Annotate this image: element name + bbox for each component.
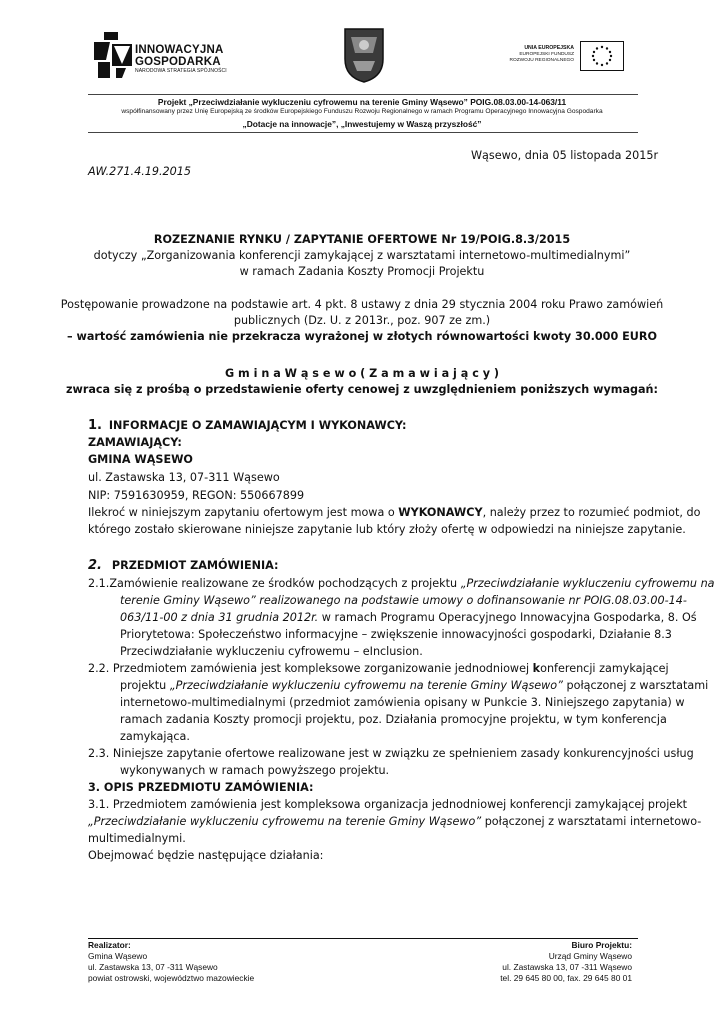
eu-label-1: UNIA EUROPEJSKA	[524, 45, 574, 51]
s22-l1b: k	[532, 662, 541, 675]
s1-p1b: WYKONAWCY	[398, 506, 483, 519]
footer-left-2: ul. Zastawska 13, 07 -311 Wąsewo	[88, 962, 218, 972]
footer-left-label: Realizator:	[88, 940, 131, 950]
reference-number: AW.271.4.19.2015	[88, 165, 192, 178]
s21-line-4: Priorytetowa: Społeczeństwo informacyjne – zwiększenie innowacyjności gospodarki, Działanie 8.3	[120, 628, 672, 641]
subtitle-2: w ramach Zadania Koszty Promocji Projektu	[239, 265, 485, 278]
request-line: zwraca się z prośbą o przedstawienie oferty cenowej z uwzględnieniem poniższych wymagań:	[66, 383, 658, 396]
eu-flag	[580, 41, 624, 71]
s23-line-2: wykonywanych w ramach powyższego projektu.	[120, 764, 390, 777]
logo-line-1: INNOWACYJNA	[135, 44, 224, 56]
slogan-line: „Dotacje na innowacje”, „Inwestujemy w Waszą przyszłość”	[242, 119, 482, 129]
coat-of-arms-emblem	[343, 27, 385, 83]
eu-flag-icon	[580, 41, 624, 71]
subtitle-1: dotyczy „Zorganizowania konferencji zamykającej z warsztatami internetowo-multimedialnymi”	[93, 249, 631, 262]
s1-p1c: , należy przez to rozumieć podmiot, do	[482, 506, 701, 519]
ig-logo-icon	[92, 30, 134, 80]
section-1-title: INFORMACJE O ZAMAWIAJĄCYM I WYKONAWCY:	[108, 419, 407, 432]
s21-line-1	[88, 576, 715, 592]
footer-left-3: powiat ostrowski, województwo mazowieckie	[88, 973, 255, 983]
s21-l3a: 063/11-00 z dnia 31 grudnia 2012r.	[120, 611, 319, 624]
logo-line-3: NARODOWA STRATEGIA SPÓJNOŚCI	[135, 68, 227, 74]
s1-p1a: Ilekroć w niniejszym zapytaniu ofertowym jest mowa o	[88, 506, 399, 519]
s22-l2b: „Przeciwdziałanie wykluczeniu cyfrowemu na terenie Gminy Wąsewo”	[169, 679, 563, 692]
place-date: Wąsewo, dnia 05 listopada 2015r	[471, 149, 659, 162]
s22-l1c: onferencji zamykającej	[540, 662, 669, 675]
basis-line-2: publicznych (Dz. U. z 2013r., poz. 907 ze zm.)	[233, 314, 491, 327]
cofinance-line: współfinansowany przez Unię Europejską ze środków Europejskiego Funduszu Rozwoju Regionalnego w ramach Programu Operacyjnego Innowacyjna Gospodarka	[121, 108, 603, 115]
eu-label-3: ROZWOJU REGIONALNEGO	[509, 58, 574, 63]
s23-line-1: 2.3. Niniejsze zapytanie ofertowe realizowane jest w związku ze spełnieniem zasady konkurencyjności usług	[88, 747, 694, 760]
s31-l2b: połączonej z warsztatami internetowo-	[481, 815, 702, 828]
s31-line-2	[88, 814, 701, 830]
section-1-number: 1.	[88, 418, 102, 433]
s31-line-4: Obejmować będzie następujące działania:	[88, 849, 324, 862]
s22-line-4: ramach zadania Koszty promocji projektu, poz. Działania promocyjne projektu, w tym konferencja	[120, 713, 667, 726]
s31-line-3: multimedialnymi.	[88, 832, 186, 845]
section-1-para-line-2: którego zostało skierowane niniejsze zapytanie lub który złoży ofertę w odpowiedzi na niniejsze zapytanie.	[88, 523, 686, 536]
document-title: ROZEZNANIE RYNKU / ZAPYTANIE OFERTOWE Nr 19/POIG.8.3/2015	[153, 233, 571, 246]
project-line: Projekt „Przeciwdziałanie wykluczeniu cyfrowemu na terenie Gminy Wąsewo” POIG.08.03.00-14-063/11	[157, 97, 567, 107]
s31-l2a: „Przeciwdziałanie wykluczeniu cyfrowemu na terenie Gminy Wąsewo”	[88, 815, 482, 828]
zamawiajacy-label: ZAMAWIAJĄCY:	[88, 436, 182, 449]
zamawiajacy-address: ul. Zastawska 13, 07-311 Wąsewo	[88, 471, 280, 484]
s21-l1b: „Przeciwdziałanie wykluczeniu cyfrowemu na	[460, 577, 715, 590]
s22-l2a: projektu	[120, 679, 170, 692]
s31-line-1: 3.1. Przedmiotem zamówienia jest kompleksowa organizacja jednodniowej konferencji zamykającej projekt	[88, 798, 688, 811]
s21-l3b: w ramach Programu Operacyjnego Innowacyjna Gospodarka, 8. Oś	[318, 611, 697, 624]
section-1-para-line-1	[88, 505, 700, 521]
value-note: – wartość zamówienia nie przekracza wyrażonej w złotych równowartości kwoty 30.000 EURO	[67, 330, 657, 343]
section-2-number: 2.	[88, 558, 102, 573]
section-1-heading	[88, 418, 407, 434]
footer-left-1: Gmina Wąsewo	[88, 951, 148, 961]
gmina-heading: G m i n a W ą s e w o ( Z a m a w i a j ą c y )	[224, 367, 500, 380]
s22-line-1	[88, 661, 669, 677]
s22-line-5: zamykająca.	[120, 730, 190, 743]
s21-line-3	[120, 610, 697, 626]
s22-line-2	[120, 678, 708, 694]
eu-label-2: EUROPEJSKI FUNDUSZ	[519, 52, 574, 57]
header-divider-top	[88, 94, 638, 95]
s22-l2c: połączonej z warsztatami	[562, 679, 709, 692]
zamawiajacy-name: GMINA WĄSEWO	[88, 453, 193, 466]
footer-right-1: Urząd Gminy Wąsewo	[548, 951, 632, 961]
footer-right-label: Biuro Projektu:	[571, 940, 632, 950]
s22-l1a: 2.2. Przedmiotem zamówienia jest kompleksowe zorganizowanie jednodniowej	[88, 662, 533, 675]
header-divider-bottom	[88, 132, 638, 133]
zamawiajacy-nip: NIP: 7591630959, REGON: 550667899	[88, 489, 305, 502]
footer-right-3: tel. 29 645 80 00, fax. 29 645 80 01	[500, 973, 632, 983]
section-2-heading	[88, 558, 279, 574]
s21-line-2: terenie Gminy Wąsewo” realizowanego na podstawie umowy o dofinansowanie nr POIG.08.03.00-14-	[120, 594, 687, 607]
s22-line-3: internetowo-multimedialnymi (przedmiot zamówienia opisany w Punkcie 3. Niniejszego zapytania) w	[120, 696, 685, 709]
s21-l1a: 2.1.Zamówienie realizowane ze środków pochodzących z projektu	[88, 577, 461, 590]
basis-line-1: Postępowanie prowadzone na podstawie art. 4 pkt. 8 ustawy z dnia 29 stycznia 2004 roku Prawo zamówień	[60, 298, 664, 311]
footer-divider	[88, 938, 638, 939]
section-2-title: PRZEDMIOT ZAMÓWIENIA:	[111, 559, 279, 572]
footer-right-2: ul. Zastawska 13, 07 -311 Wąsewo	[502, 962, 632, 972]
logo-line-2: GOSPODARKA	[135, 56, 221, 68]
coat-of-arms-icon	[343, 27, 385, 83]
section-3-heading: 3. OPIS PRZEDMIOTU ZAMÓWIENIA:	[88, 781, 314, 794]
s21-line-5: Przeciwdziałanie wykluczeniu cyfrowemu – eInclusion.	[120, 645, 423, 658]
